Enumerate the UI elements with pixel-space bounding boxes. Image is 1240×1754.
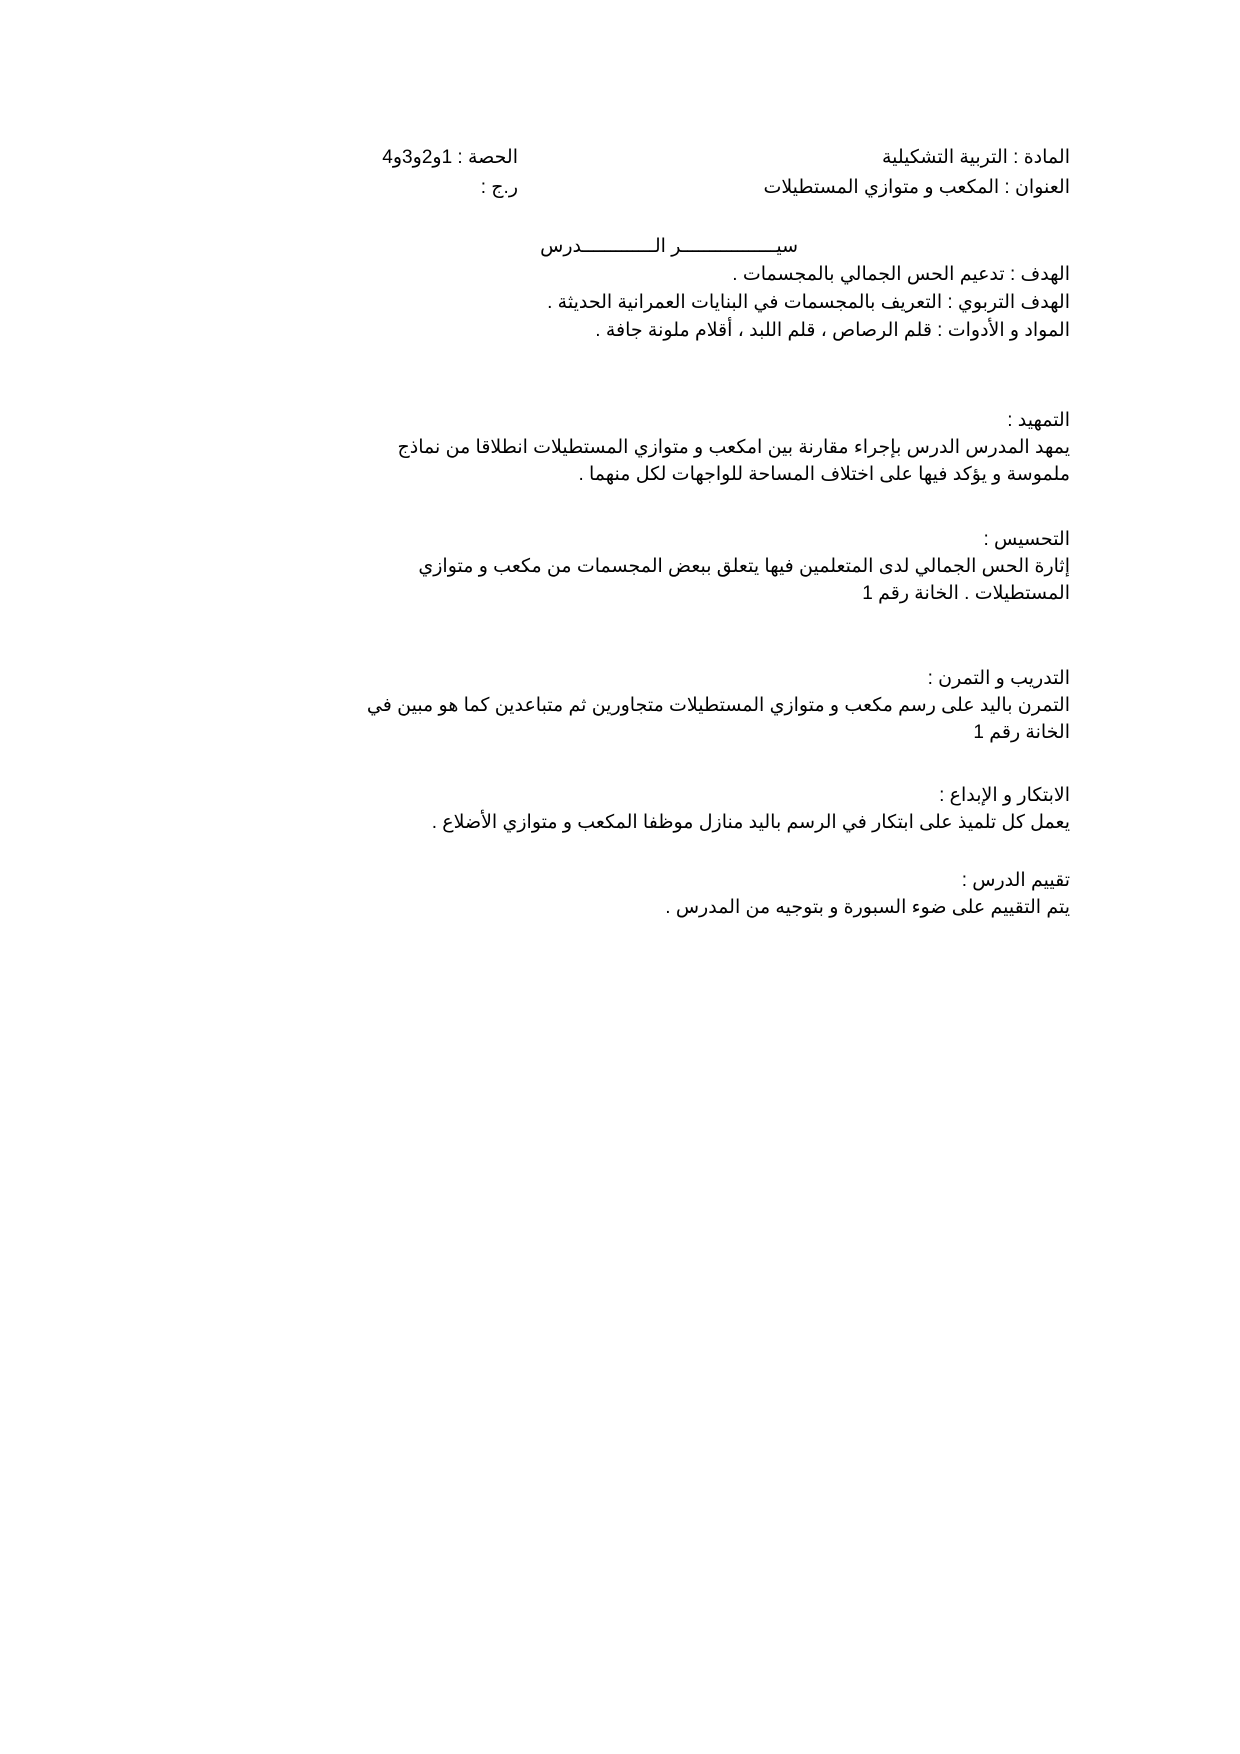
session-line: الحصة : 1و2و3و4 [382, 147, 518, 168]
creativity-heading: الابتكار و الإبداع : [939, 785, 1070, 806]
reference-line: ر.ج : [480, 177, 518, 198]
training-heading: التدريب و التمرن : [927, 668, 1070, 689]
intro-text-line-2: ملموسة و يؤكد فيها على اختلاف المساحة للواجهات لكل منهما . [578, 464, 1070, 485]
training-text-line-2: الخانة رقم 1 [973, 722, 1070, 743]
sensitization-text-line-1: إثارة الحس الجمالي لدى المتعلمين فيها يتعلق ببعض المجسمات من مكعب و متوازي [418, 556, 1070, 577]
goal-line: الهدف : تدعيم الحس الجمالي بالمجسمات . [732, 264, 1070, 285]
sensitization-text-line-2: المستطيلات . الخانة رقم 1 [862, 583, 1070, 604]
sensitization-heading: التحسيس : [983, 529, 1070, 550]
creativity-text-line-1: يعمل كل تلميذ على ابتكار في الرسم باليد منازل موظفا المكعب و متوازي الأضلاع . [431, 812, 1070, 833]
lesson-title-line: العنوان : المكعب و متوازي المستطيلات [763, 177, 1070, 198]
evaluation-heading: تقييم الدرس : [961, 870, 1070, 891]
training-text-line-1: التمرن باليد على رسم مكعب و متوازي المستطيلات متجاورين ثم متباعدين كما هو مبين في [366, 695, 1070, 716]
materials-line: المواد و الأدوات : قلم الرصاص ، قلم اللبد ، أقلام ملونة جافة . [595, 320, 1070, 341]
lesson-heading: سيـــــــــــــــــر الـــــــــــــدرس [540, 236, 798, 257]
subject-line: المادة : التربية التشكيلية [881, 147, 1070, 168]
intro-heading: التمهيد : [1007, 410, 1070, 431]
evaluation-text-line-1: يتم التقييم على ضوء السبورة و بتوجيه من المدرس . [665, 897, 1070, 918]
educational-goal-line: الهدف التربوي : التعريف بالمجسمات في البنايات العمرانية الحديثة . [547, 292, 1070, 313]
intro-text-line-1: يمهد المدرس الدرس بإجراء مقارنة بين امكعب و متوازي المستطيلات انطلاقا من نماذج [397, 437, 1070, 458]
